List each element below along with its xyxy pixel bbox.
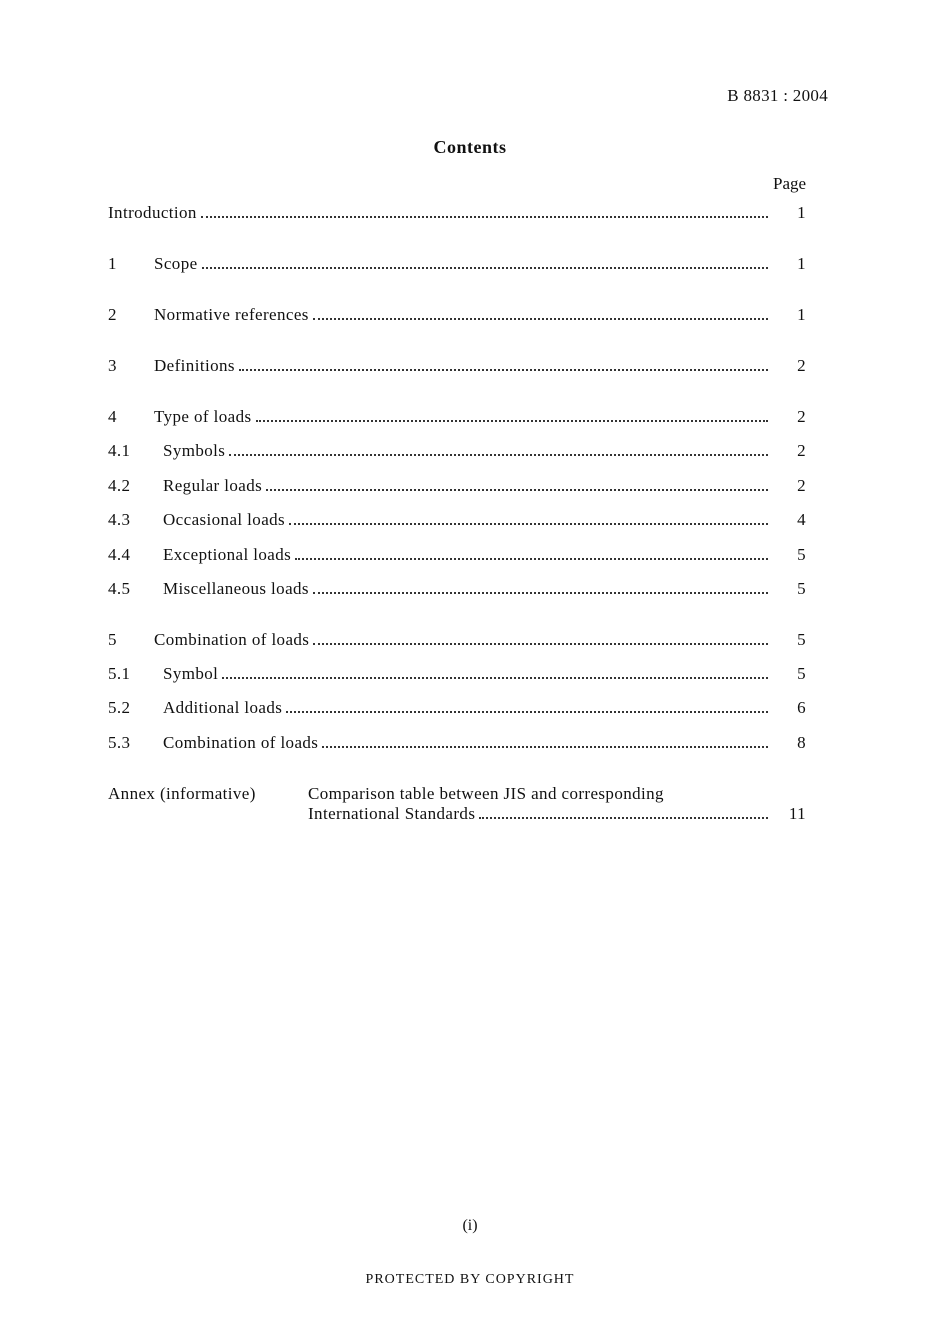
dot-leader — [266, 489, 768, 491]
toc-entry-page: 2 — [797, 441, 806, 460]
dot-leader — [479, 817, 768, 819]
dot-leader — [313, 592, 768, 594]
dot-leader — [289, 523, 768, 525]
toc-entry-label: Combination of loads — [154, 630, 310, 649]
dot-leader — [286, 711, 768, 713]
toc-entry-symbols[interactable] — [108, 441, 806, 465]
toc-entry-regular-loads[interactable] — [108, 476, 806, 500]
toc-entry-label: Symbols — [163, 441, 226, 460]
dot-leader — [202, 267, 768, 269]
toc-entry-combination-of-loads[interactable] — [108, 630, 806, 654]
toc-entry-label: Symbol — [163, 664, 219, 683]
toc-entry-miscellaneous-loads[interactable] — [108, 579, 806, 603]
page-column-heading: Page — [773, 174, 807, 193]
toc-entry-number: 4.2 — [108, 476, 131, 495]
copyright-notice: PROTECTED BY COPYRIGHT — [365, 1272, 575, 1287]
toc-entry-label: Exceptional loads — [163, 545, 292, 564]
toc-entry-normative-references[interactable] — [108, 305, 806, 329]
toc-entry-label: Additional loads — [163, 698, 283, 717]
dot-leader — [313, 643, 768, 645]
annex-title-line1[interactable]: Comparison table between JIS and corresponding — [308, 784, 664, 803]
toc-entry-label: Regular loads — [163, 476, 263, 495]
dot-leader — [295, 558, 768, 560]
toc-entry-page: 6 — [797, 698, 806, 717]
toc-entry-number: 4.1 — [108, 441, 131, 460]
toc-entry-number: 4.3 — [108, 510, 131, 529]
toc-entry-page: 5 — [797, 630, 806, 649]
toc-entry-label: Introduction — [108, 203, 197, 222]
toc-entry-page: 2 — [797, 407, 806, 426]
dot-leader — [222, 677, 768, 679]
toc-entry-number: 5.2 — [108, 698, 131, 717]
toc-entry-number: 5.1 — [108, 664, 131, 683]
toc-entry-label: Type of loads — [154, 407, 252, 426]
toc-entry-number: 4.5 — [108, 579, 131, 598]
toc-entry-additional-loads[interactable] — [108, 698, 806, 722]
toc-entry-number: 2 — [108, 305, 117, 324]
dot-leader — [239, 369, 768, 371]
toc-entry-label: Combination of loads — [163, 733, 319, 752]
toc-entry-annex[interactable] — [108, 804, 806, 828]
toc-entry-occasional-loads[interactable] — [108, 510, 806, 534]
toc-entry-number: 5.3 — [108, 733, 131, 752]
annex-prefix: Annex (informative) — [108, 784, 256, 803]
toc-entry-page: 4 — [797, 510, 806, 529]
toc-entry-page: 8 — [797, 733, 806, 752]
document-number: B 8831 : 2004 — [727, 86, 828, 105]
toc-entry-label: Miscellaneous loads — [163, 579, 309, 598]
toc-entry-scope[interactable] — [108, 254, 806, 278]
toc-entry-label: Occasional loads — [163, 510, 286, 529]
toc-entry-symbol[interactable] — [108, 664, 806, 688]
toc-entry-introduction[interactable] — [108, 203, 806, 227]
toc-entry-label: Normative references — [154, 305, 309, 324]
dot-leader — [322, 746, 768, 748]
page-number: (i) — [462, 1217, 478, 1234]
dot-leader — [256, 420, 769, 422]
dot-leader — [201, 216, 768, 218]
toc-entry-number: 4.4 — [108, 545, 131, 564]
toc-entry-label: International Standards — [308, 804, 476, 823]
toc-entry-type-of-loads[interactable] — [108, 407, 806, 431]
toc-entry-page: 1 — [797, 305, 806, 324]
dot-leader — [229, 454, 768, 456]
toc-entry-number: 5 — [108, 630, 117, 649]
toc-entry-page: 5 — [797, 579, 806, 598]
page-title: Contents — [433, 137, 507, 157]
toc-entry-exceptional-loads[interactable] — [108, 545, 806, 569]
toc-entry-label: Scope — [154, 254, 198, 273]
toc-entry-combination-of-loads-sub[interactable] — [108, 733, 806, 757]
toc-entry-number: 3 — [108, 356, 117, 375]
toc-entry-page: 1 — [797, 203, 806, 222]
toc-entry-page: 2 — [797, 476, 806, 495]
toc-entry-page: 2 — [797, 356, 806, 375]
toc-entry-page: 11 — [788, 804, 806, 823]
toc-entry-page: 5 — [797, 545, 806, 564]
toc-entry-number: 1 — [108, 254, 117, 273]
dot-leader — [313, 318, 768, 320]
toc-entry-label: Definitions — [154, 356, 235, 375]
toc-entry-definitions[interactable] — [108, 356, 806, 380]
toc-entry-number: 4 — [108, 407, 117, 426]
toc-entry-page: 1 — [797, 254, 806, 273]
toc-entry-page: 5 — [797, 664, 806, 683]
